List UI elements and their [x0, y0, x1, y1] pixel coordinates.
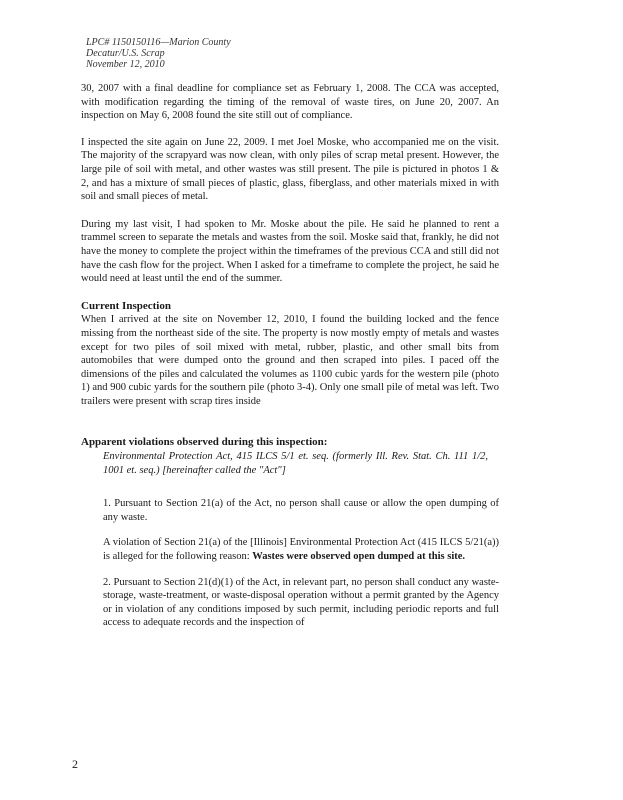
header-site-name: Decatur/U.S. Scrap	[86, 48, 165, 59]
paragraph-cca-history: 30, 2007 with a final deadline for compliance set as February 1, 2008. The CCA was accepted, with modification regarding the timing of the removal of waste tires, on June 20, 2007. An inspection on May 6, 2008 found the site still out of compliance.	[81, 83, 499, 122]
violation-1-allegation	[103, 536, 499, 563]
paragraph-current-inspection: When I arrived at the site on November 12, 2010, I found the building locked and the fence missing from the northeast side of the site. The property is now mostly empty of metals and wastes except for two piles of soil mixed with metal, rubber, plastic, and other small bits from automobiles that were dumped onto the ground and then scraped into piles. I paced off the dimensions of the piles and calculated the volumes as 1100 cubic yards for the western pile (photo 1) and 900 cubic yards for the southern pile (photo 3-4). Only one small pile of metal was left. Two trailers were present with scrap tires inside	[81, 314, 499, 407]
act-citation: Environmental Protection Act, 415 ILCS 5/1 et. seq. (formerly Ill. Rev. Stat. Ch. 111 1/2, 1001 et. seq.) [hereinafter called the "Act"]	[103, 451, 488, 476]
violation-1-statement: 1. Pursuant to Section 21(a) of the Act, no person shall cause or allow the open dumping of any waste.	[103, 498, 499, 523]
header-date: November 12, 2010	[86, 59, 165, 70]
paragraph-last-visit: During my last visit, I had spoken to Mr. Moske about the pile. He said he planned to rent a trammel screen to separate the metals and wastes from the soil. Moske said that, frankly, he did not have the money to complete the project within the timeframes of the previous CCA and still did not have the cash flow for the project. When I asked for a timeframe to complete the project, he said he would need at least until the end of the summer.	[81, 218, 499, 285]
violation-1-allegation-text: A violation of Section 21(a) of the [Illinois] Environmental Protection Act (415 ILCS 5/21(a)) is alleged for the following reason:	[103, 537, 499, 563]
heading-current-inspection: Current Inspection	[81, 299, 171, 312]
violation-1-finding: Wastes were observed open dumped at this site.	[252, 551, 466, 563]
page-number: 2	[72, 757, 78, 771]
heading-apparent-violations: Apparent violations observed during this inspection:	[81, 436, 328, 449]
violation-2-statement: 2. Pursuant to Section 21(d)(1) of the Act, in relevant part, no person shall conduct any waste-storage, waste-treatment, or waste-disposal operation without a permit granted by the Agency or in violation of any conditions imposed by such permit, including periodic reports and full access to adequate records and the inspection of	[103, 576, 499, 629]
header-site-id: LPC# 1150150116—Marion County	[86, 37, 231, 48]
paragraph-june-2009-inspection: I inspected the site again on June 22, 2009. I met Joel Moske, who accompanied me on the visit. The majority of the scrapyard was now clean, with only piles of scrap metal present. However, the large pile of soil with metal, and other wastes was still present. The pile is pictured in photos 1 & 2, and has a mixture of small pieces of plastic, glass, fiberglass, and other materials mixed in with soil and small pieces of metal.	[81, 136, 499, 203]
page-body	[81, 82, 499, 630]
page-header	[86, 37, 231, 70]
